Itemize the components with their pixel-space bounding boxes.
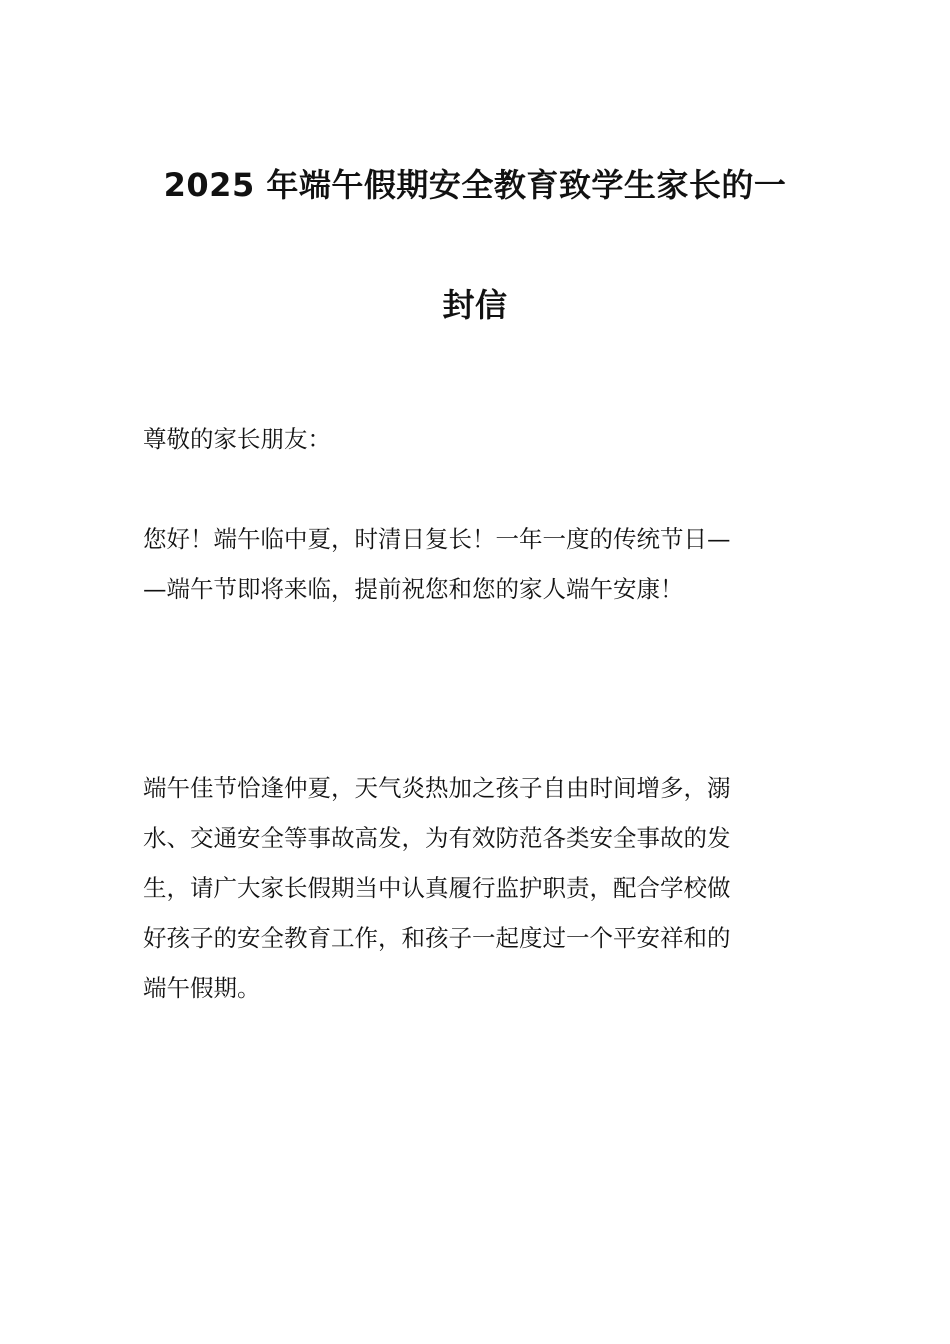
paragraph-2-line: 水、交通安全等事故高发，为有效防范各类安全事故的发	[143, 824, 731, 852]
paragraph-1	[143, 514, 808, 614]
document-title-line-1: 2025 年端午假期安全教育致学生家长的一	[163, 166, 787, 204]
paragraph-1-line: 您好！端午临中夏，时清日复长！一年一度的传统节日—	[143, 525, 731, 553]
document-title-line-2: 封信	[442, 286, 508, 324]
greeting	[143, 414, 808, 464]
paragraph-1-line: —端午节即将来临，提前祝您和您的家人端午安康！	[143, 575, 684, 603]
paragraph-2-line: 生，请广大家长假期当中认真履行监护职责，配合学校做	[143, 874, 731, 902]
paragraph-2-line: 好孩子的安全教育工作，和孩子一起度过一个平安祥和的	[143, 924, 731, 952]
greeting-text: 尊敬的家长朋友：	[143, 425, 331, 453]
paragraph-2	[143, 763, 808, 1013]
paragraph-2-line: 端午佳节恰逢仲夏，天气炎热加之孩子自由时间增多，溺	[143, 774, 731, 802]
paragraph-2-line: 端午假期。	[143, 974, 261, 1002]
